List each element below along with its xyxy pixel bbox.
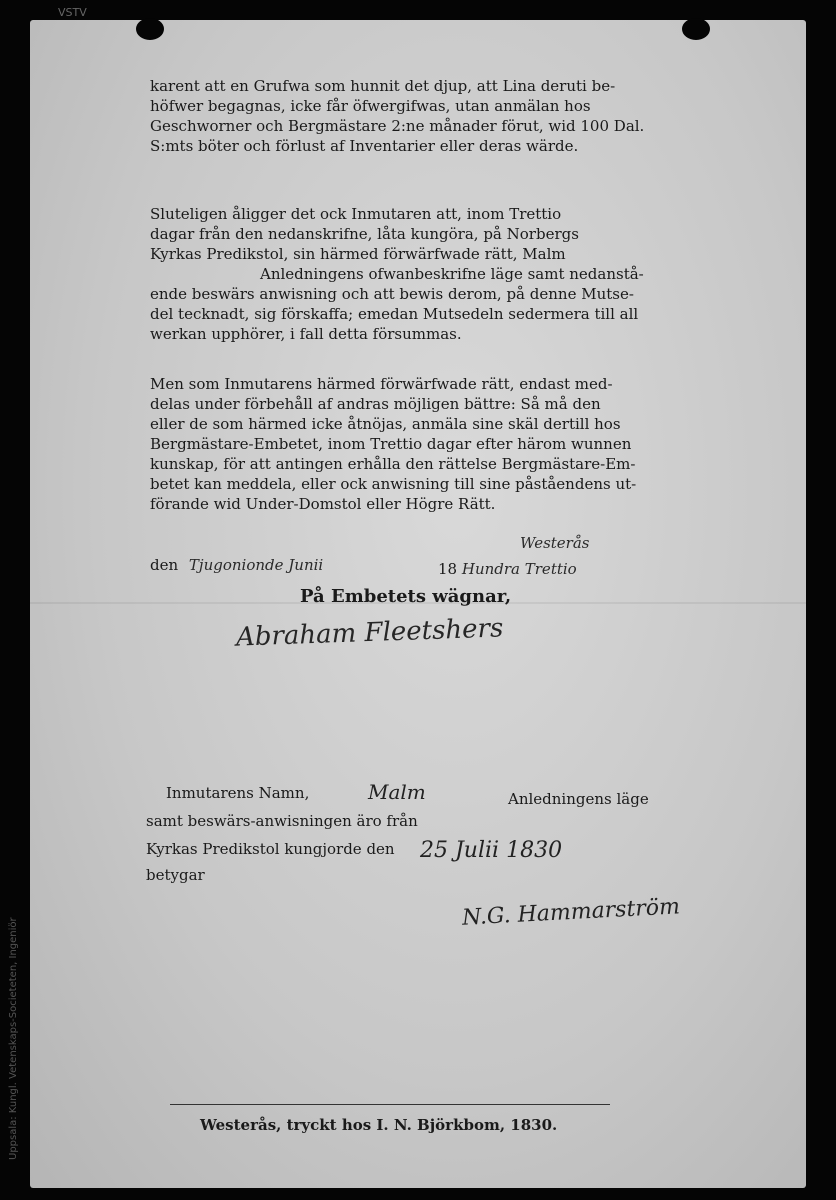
signature: Abraham Fleetshers (235, 613, 504, 653)
text-line: werkan upphörer, i fall detta försummas. (150, 325, 462, 343)
text-line: Geschworner och Bergmästare 2:ne månader förut, wid 100 Dal. (150, 117, 645, 135)
anledning-label: Anledningens läge (508, 790, 649, 808)
printer-imprint: Westerås, tryckt hos I. N. Björkbom, 1830. (200, 1116, 558, 1134)
paragraph-2 (150, 204, 678, 344)
binding-hole (682, 18, 710, 40)
paragraph-3 (150, 374, 678, 514)
corner-tag: VSTV (58, 6, 87, 19)
office-heading: På Embetets wägnar, (300, 586, 512, 607)
certifier-signature: N.G. Hammarström (461, 894, 681, 931)
text-line: ende beswärs anwisning och att bewis derom, på denne Mutse- (150, 285, 634, 303)
text-line: karent att en Grufwa som hunnit det djup, att Lina deruti be- (150, 77, 616, 95)
text-line: Anledningens ofwanbeskrifne läge samt nedanstå- (260, 265, 644, 283)
announce-date: 25 Julii 1830 (420, 838, 563, 863)
date-prefix: den (150, 556, 179, 574)
place-written: Westerås (520, 534, 590, 552)
inmutare-name-value: Malm (368, 780, 426, 804)
text-line: S:mts böter och förlust af Inventarier eller deras wärde. (150, 137, 579, 155)
inmutare-name-label: Inmutarens Namn, (166, 784, 310, 802)
year-handwritten: Hundra Trettio (461, 560, 577, 578)
text-line: dagar från den nedanskrifne, låta kungöra, på Norbergs (150, 225, 579, 243)
text-line: förande wid Under-Domstol eller Högre Rätt. (150, 495, 496, 513)
date-handwritten: Tjugonionde Junii (188, 556, 324, 574)
text-line: betet kan meddela, eller ock anwisning till sine påståendens ut- (150, 475, 637, 493)
form-line-3: Kyrkas Predikstol kungjorde den (146, 840, 395, 858)
side-note: Uppsala: Kungl. Vetenskaps-Societeten, Ingeniör (8, 917, 19, 1160)
text-line: Sluteligen åligger det ock Inmutaren att, inom Trettio (150, 205, 562, 223)
footer-rule (170, 1104, 610, 1105)
text-line: kunskap, för att antingen erhålla den rättelse Bergmästare-Em- (150, 455, 636, 473)
form-line-2: samt beswärs-anwisningen äro från (146, 812, 418, 830)
text-line: del tecknadt, sig förskaffa; emedan Mutsedeln sedermera till all (150, 305, 639, 323)
text-line: delas under förbehåll af andras möjligen bättre: Så må den (150, 395, 601, 413)
form-line-4: betygar (146, 866, 205, 884)
date-line (150, 556, 323, 574)
paragraph-1 (150, 76, 678, 156)
text-line: Kyrkas Predikstol, sin härmed förwärfwade rätt, Malm (150, 245, 566, 263)
binding-hole (136, 18, 164, 40)
text-line: Men som Inmutarens härmed förwärfwade rätt, endast med- (150, 375, 613, 393)
year-prefix: 18 (438, 560, 458, 578)
text-line: eller de som härmed icke åtnöjas, anmäla sine skäl dertill hos (150, 415, 621, 433)
text-line: Bergmästare-Embetet, inom Trettio dagar efter härom wunnen (150, 435, 632, 453)
year-line (438, 560, 577, 578)
text-line: höfwer begagnas, icke får öfwergifwas, utan anmälan hos (150, 97, 591, 115)
